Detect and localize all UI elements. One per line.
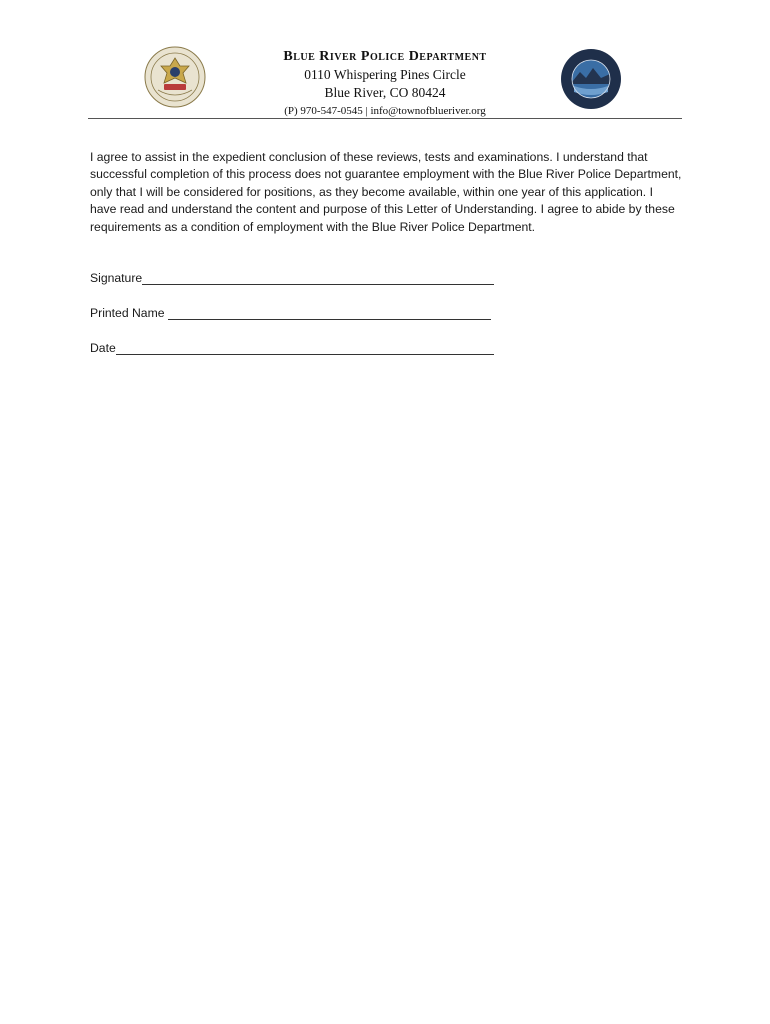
printed-name-field[interactable] bbox=[90, 306, 491, 320]
address-line-2: Blue River, CO 80424 bbox=[324, 85, 446, 100]
signature-field[interactable] bbox=[90, 271, 494, 285]
contact-info: (P) 970-547-0545 | info@townofblueriver.org bbox=[284, 105, 486, 117]
address-line-1: 0110 Whispering Pines Circle bbox=[304, 67, 466, 82]
date-label: Date bbox=[90, 341, 116, 355]
letterhead-text bbox=[200, 48, 570, 119]
letter-paragraph: I agree to assist in the expedient conclusion of these reviews, tests and examinations. I understand that successful completion of this process does not guarantee employment with the Blue River Police Department, only that I will be considered for positions, as they become available, within one year of this application. I have read and understand the content and purpose of this Letter of Understanding. I agree to abide by these requirements as a condition of employment with the Blue River Police Department. bbox=[90, 150, 682, 234]
department-name: Blue River Police Department bbox=[283, 49, 487, 64]
printed-name-blank-line[interactable] bbox=[168, 307, 491, 320]
printed-name-label: Printed Name bbox=[90, 306, 168, 320]
police-badge-seal-icon bbox=[144, 46, 206, 108]
signature-blank-line[interactable] bbox=[142, 272, 494, 285]
town-seal-icon bbox=[560, 48, 622, 110]
date-field[interactable] bbox=[90, 341, 494, 355]
signature-label: Signature bbox=[90, 271, 143, 285]
date-blank-line[interactable] bbox=[116, 342, 494, 355]
letterhead-header bbox=[0, 40, 770, 122]
header-divider bbox=[88, 118, 682, 119]
